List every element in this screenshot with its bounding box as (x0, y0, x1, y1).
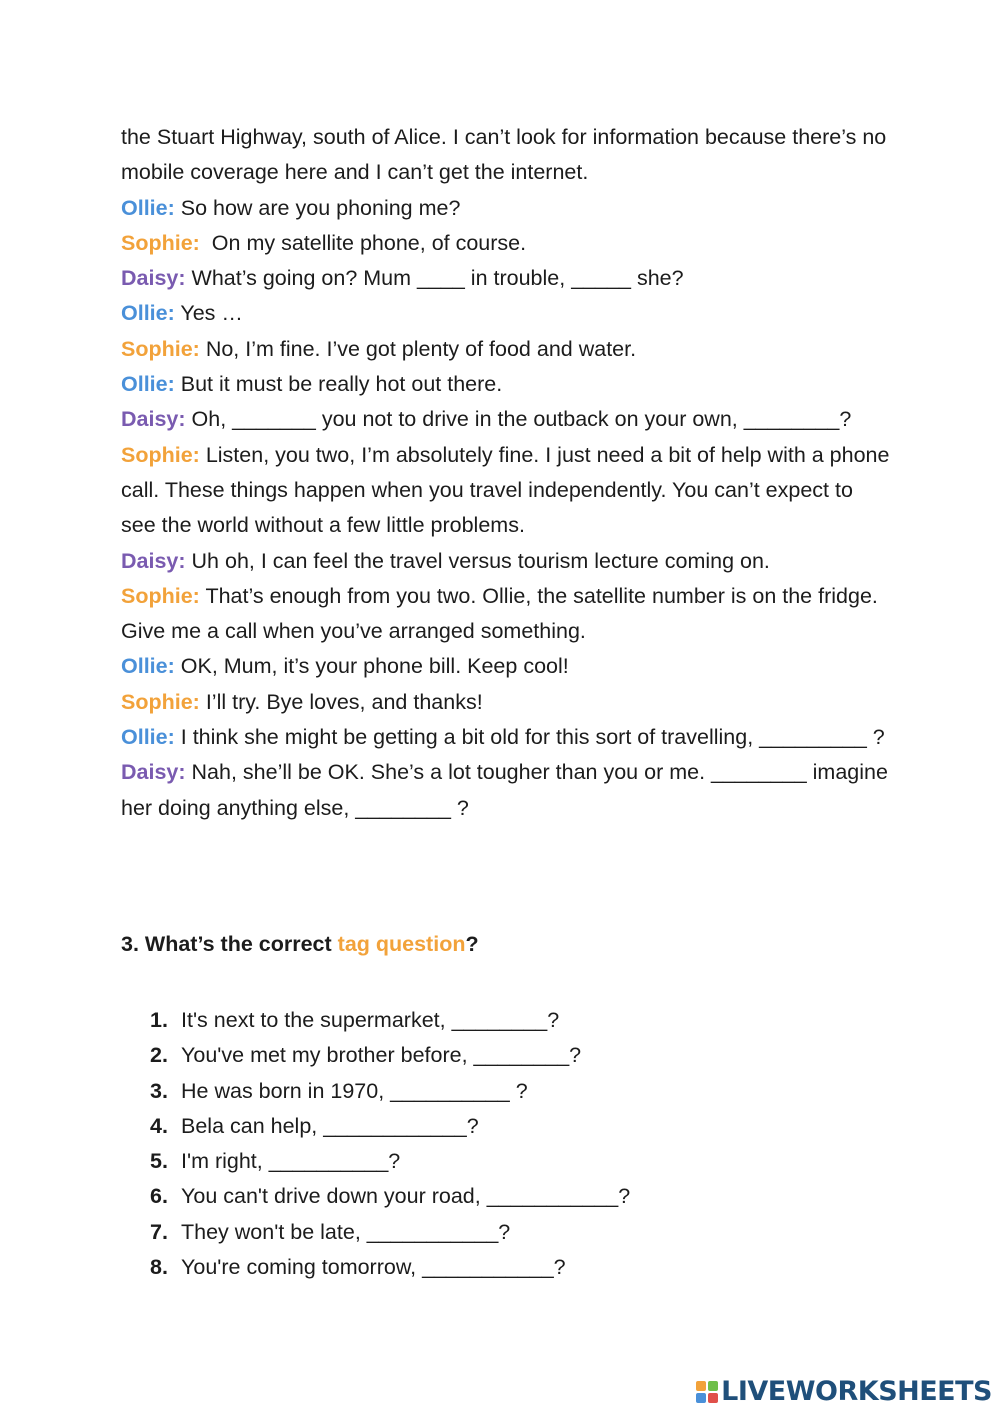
logo-square-1 (696, 1381, 706, 1391)
line-text: Yes … (180, 301, 243, 326)
question-item (150, 1179, 630, 1214)
question-item (150, 1144, 630, 1179)
question-number: 6. (150, 1184, 168, 1209)
logo-square-3 (696, 1393, 706, 1403)
speaker-daisy: Daisy: (121, 407, 186, 432)
worksheet-page (121, 120, 896, 826)
question-text: It's next to the supermarket, ________? (181, 1008, 560, 1032)
heading-suffix: ? (465, 932, 479, 956)
question-list (150, 1003, 630, 1285)
question-item (150, 1038, 630, 1073)
question-text: He was born in 1970, __________ ? (181, 1078, 528, 1103)
section-heading (121, 932, 479, 957)
logo-square-2 (708, 1381, 718, 1391)
line-text: I think she might be getting a bit old for this sort of travelling, _________ ? (180, 725, 885, 750)
speaker-ollie: Ollie: (121, 301, 175, 326)
question-item (150, 1003, 630, 1038)
question-item (150, 1109, 630, 1144)
question-number: 1. (150, 1008, 168, 1032)
line-text: I’ll try. Bye loves, and thanks! (205, 689, 483, 714)
speaker-sophie: Sophie: (121, 583, 200, 608)
question-number: 4. (150, 1113, 168, 1138)
dialogue-line (121, 438, 896, 544)
logo-square-4 (708, 1393, 718, 1403)
speaker-ollie: Ollie: (121, 725, 175, 750)
question-item (150, 1215, 630, 1250)
dialogue-line (121, 120, 891, 191)
line-text: Uh oh, I can feel the travel versus tourism lecture coming on. (191, 548, 770, 573)
question-number: 8. (150, 1255, 168, 1280)
speaker-ollie: Ollie: (121, 372, 175, 397)
dialogue-line (121, 191, 891, 226)
dialogue-line (121, 755, 894, 826)
line-text: OK, Mum, it’s your phone bill. Keep cool! (180, 654, 569, 679)
line-text: But it must be really hot out there. (180, 372, 503, 397)
line-text: So how are you phoning me? (180, 195, 461, 220)
line-text: the Stuart Highway, south of Alice. I can’t look for information because there’s no mobile coverage here and I can’t get the internet. (121, 125, 893, 185)
dialogue-line (121, 544, 891, 579)
line-text: No, I’m fine. I’ve got plenty of food and water. (205, 336, 637, 361)
question-text: You're coming tomorrow, ___________? (181, 1255, 566, 1280)
question-text: You've met my brother before, ________? (181, 1043, 582, 1068)
question-text: You can't drive down your road, ___________? (181, 1184, 631, 1209)
dialogue-line (121, 332, 891, 367)
dialogue-line (121, 720, 891, 755)
question-number: 3. (150, 1078, 168, 1103)
question-number: 2. (150, 1043, 168, 1068)
heading-highlight: tag question (337, 932, 466, 956)
speaker-ollie: Ollie: (121, 195, 175, 220)
speaker-daisy: Daisy: (121, 548, 186, 573)
logo-mark-icon (696, 1381, 718, 1403)
question-text: I'm right, __________? (181, 1149, 401, 1174)
question-text: They won't be late, ___________? (181, 1219, 511, 1244)
dialogue-line (121, 261, 891, 296)
dialogue-line (121, 296, 891, 331)
dialogue-line (121, 367, 891, 402)
dialogue-line (121, 579, 891, 650)
speaker-ollie: Ollie: (121, 654, 175, 679)
question-number: 5. (150, 1149, 168, 1174)
speaker-sophie: Sophie: (121, 230, 200, 255)
speaker-sophie: Sophie: (121, 442, 200, 467)
question-item (150, 1074, 630, 1109)
dialogue (121, 120, 896, 826)
liveworksheets-logo (696, 1376, 992, 1407)
dialogue-line (121, 402, 891, 437)
speaker-sophie: Sophie: (121, 336, 200, 361)
line-text: On my satellite phone, of course. (205, 230, 527, 255)
speaker-daisy: Daisy: (121, 760, 186, 785)
dialogue-line (121, 649, 891, 684)
speaker-sophie: Sophie: (121, 689, 200, 714)
speaker-daisy: Daisy: (121, 266, 186, 291)
question-text: Bela can help, ____________? (181, 1113, 479, 1138)
line-text: That’s enough from you two. Ollie, the satellite number is on the fridge. Give me a call when you’ve arranged something. (121, 583, 884, 644)
dialogue-line (121, 685, 891, 720)
question-number: 7. (150, 1219, 168, 1244)
line-text: Nah, she’ll be OK. She’s a lot tougher than you or me. ________ imagine her doing anything else, ________ ? (121, 760, 894, 820)
question-item (150, 1250, 630, 1285)
line-text: Listen, you two, I’m absolutely fine. I just need a bit of help with a phone call. These things happen when you travel independently. You can’t expect to see the world without a few little problems. (121, 442, 896, 538)
logo-text: LIVEWORKSHEETS (721, 1376, 992, 1407)
line-text: What’s going on? Mum ____ in trouble, _____ she? (191, 266, 684, 291)
heading-prefix: 3. What’s the correct (121, 932, 338, 956)
line-text: Oh, _______ you not to drive in the outback on your own, ________? (191, 407, 852, 432)
dialogue-line (121, 226, 891, 261)
